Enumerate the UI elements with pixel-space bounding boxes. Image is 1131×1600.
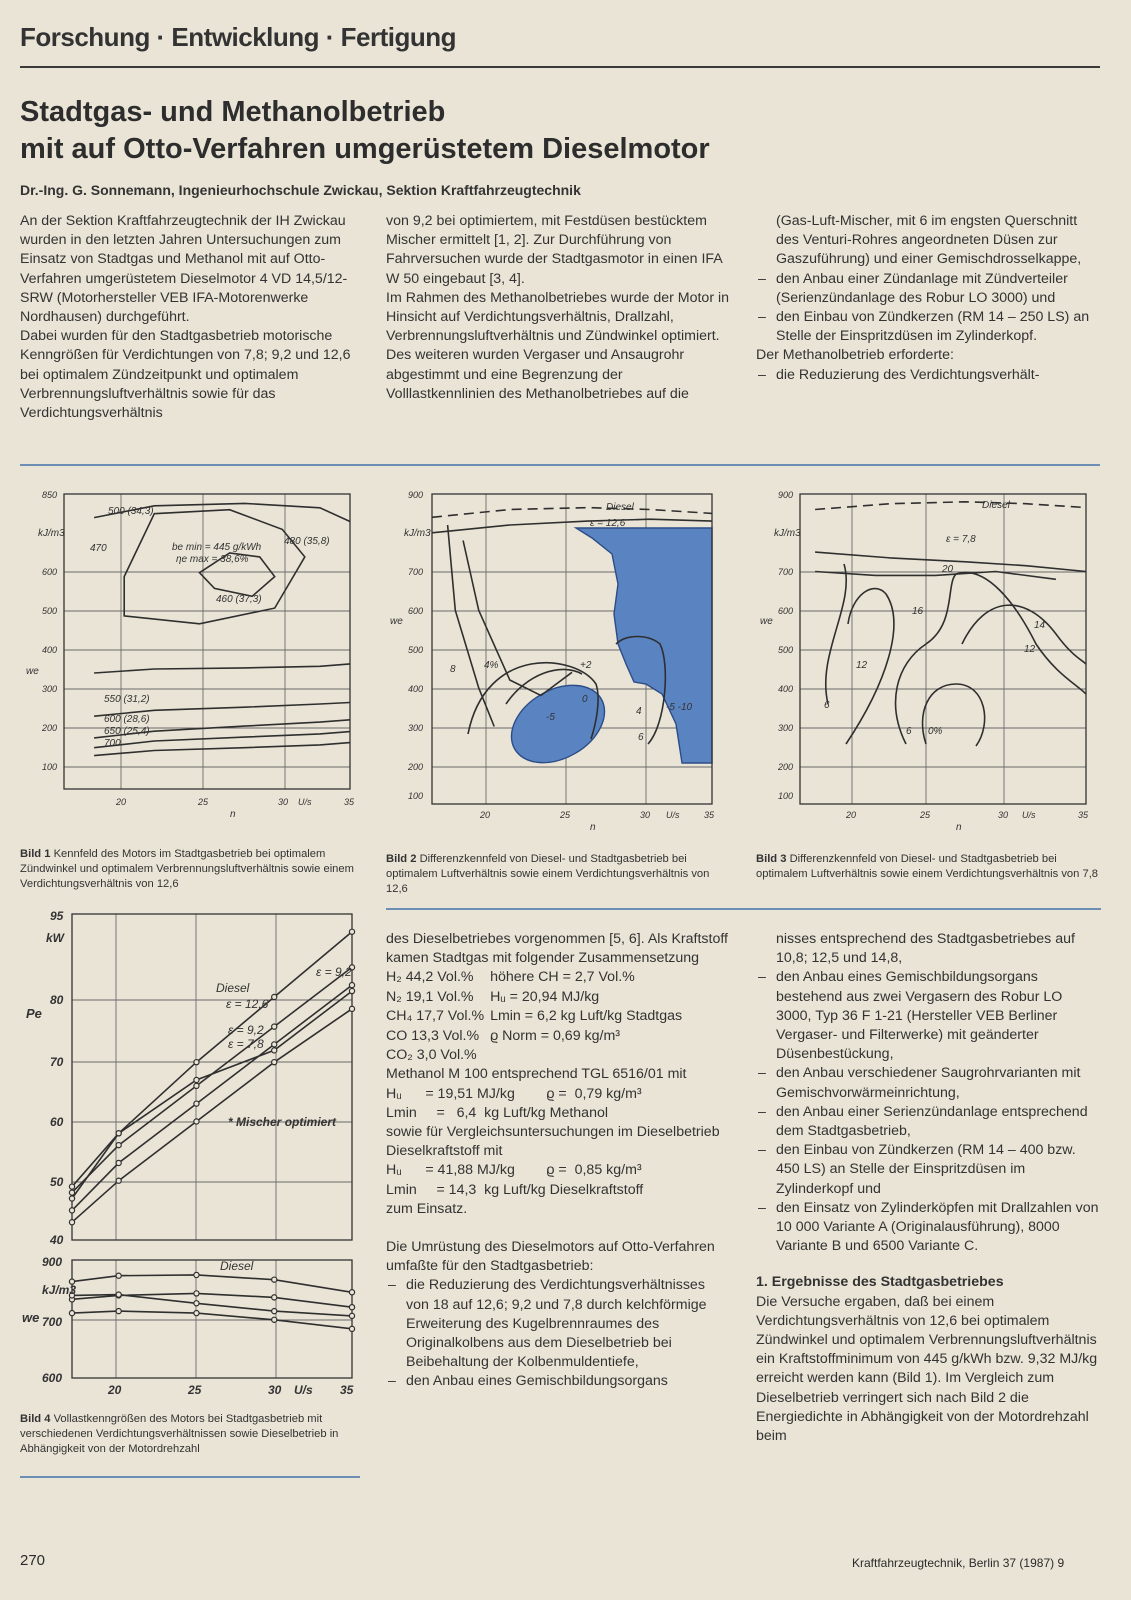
annotation: 500 (34,3) xyxy=(108,506,154,517)
annotation: 550 (31,2) xyxy=(104,694,150,705)
x-unit-label: U/s xyxy=(294,1383,313,1397)
list-item: – den Einbau von Zündkerzen (RM 14 – 250 LS) an Stelle der Einspritzdüsen im Zylinderkopf. xyxy=(756,308,1101,346)
caption-bild-3 xyxy=(756,852,1101,882)
annotation: be min = 445 g/kWh xyxy=(172,542,262,553)
annotation: Diesel xyxy=(216,981,250,995)
figure-1 xyxy=(20,484,360,820)
caption-number: Bild 4 xyxy=(20,1413,51,1425)
intro-paragraph-4: Im Rahmen des Methanolbetriebes wurde der Motor in Hinsicht auf Verdichtungsverhältnis, Drallzahl, Verbrennungsluftverhältnis und Zündwinkel optimiert. Des weiteren wurden Vergaser und Ansaugrohr abgestimmt und eine Begrenzung der Volllastkennlinien des Methanolbetriebes auf die xyxy=(386,289,730,402)
data-point xyxy=(194,1060,199,1065)
annotation: 0 xyxy=(582,694,588,705)
bild-3-chart xyxy=(756,484,1101,833)
x-tick-label: 35 xyxy=(704,810,715,820)
figure-3 xyxy=(756,484,1101,833)
data-point xyxy=(194,1101,199,1106)
middle-list xyxy=(386,1276,730,1391)
y2-tick-label: 600 xyxy=(42,1371,63,1385)
y-tick-label: 400 xyxy=(408,684,424,694)
annotation: ε = 12,6 xyxy=(226,997,269,1011)
data-point xyxy=(116,1143,121,1148)
data-point xyxy=(194,1083,199,1088)
x-tick-label: 35 xyxy=(340,1383,354,1397)
data-point xyxy=(349,1006,354,1011)
annotation: 14 xyxy=(1034,620,1046,631)
list-item: – den Anbau eines Gemischbildungsorgans xyxy=(386,1372,730,1391)
intro-paragraph-3: von 9,2 bei optimiertem, mit Festdüsen bestücktem Mischer ermittelt [1, 2]. Zur Durchführung von Fahrversuchen wurde der Stadtgasmotor in einen IFA W 50 eingebaut [3, 4]. xyxy=(386,213,722,287)
data-point xyxy=(349,1313,354,1318)
annotation: -5 xyxy=(546,712,555,723)
data-point xyxy=(116,1178,121,1183)
y-tick-label: 300 xyxy=(408,723,424,733)
x-tick-label: 20 xyxy=(108,1383,122,1397)
y-tick-label: 100 xyxy=(408,791,424,801)
series-line xyxy=(72,991,352,1187)
y-tick-label: 200 xyxy=(778,762,794,772)
data-point xyxy=(272,1060,277,1065)
y-tick-label: 500 xyxy=(408,645,424,655)
data-point xyxy=(69,1220,74,1225)
intro-column-2 xyxy=(386,212,730,404)
annotation: * Mischer optimiert xyxy=(228,1115,337,1129)
author-line: Dr.-Ing. G. Sonnemann, Ingenieurhochschule Zwickau, Sektion Kraftfahrzeugtechnik xyxy=(20,182,581,198)
annotation: Diesel xyxy=(606,502,634,513)
page-number: 270 xyxy=(20,1552,46,1569)
y-tick-label: 700 xyxy=(408,567,424,577)
methanol-hu: Hᵤ = 19,51 MJ/kg ϱ = 0,79 kg/m³ xyxy=(386,1085,642,1102)
figure-2 xyxy=(386,484,736,833)
right-column xyxy=(756,930,1101,1446)
annotation: 6 xyxy=(906,726,912,737)
y-tick-label: 400 xyxy=(778,684,794,694)
annotation: 6 xyxy=(824,700,830,711)
contour-line xyxy=(962,605,1086,664)
series-line xyxy=(72,932,352,1199)
series-line xyxy=(448,525,495,727)
x-unit-label: U/s xyxy=(1022,810,1036,820)
middle-paragraph-1: des Dieselbetriebes vorgenommen [5, 6]. Als Kraftstoff kamen Stadtgas mit folgender Zusammensetzung xyxy=(386,931,728,967)
list-item: – den Einbau von Zündkerzen (RM 14 – 400 bzw. 450 LS) an Stelle der Einspritzdüsen im Zylinderkopf und xyxy=(756,1141,1101,1199)
annotation: +2 xyxy=(580,660,592,671)
intro-column-3 xyxy=(756,212,1101,385)
intro-continued-item: (Gas-Luft-Mischer, mit 6 im engsten Querschnitt des Venturi-Rohres angeordneten Düsen zur Gaszuführung) und einer Gemischdrosselkappe, xyxy=(776,213,1082,268)
annotation: 6 xyxy=(638,732,644,743)
y-tick-label: 70 xyxy=(50,1055,64,1069)
x-unit-label: U/s xyxy=(298,797,312,807)
series-line xyxy=(463,541,572,696)
annotation: 460 (37,3) xyxy=(216,594,262,605)
x-tick-label: 30 xyxy=(640,810,651,820)
y-tick-label: 700 xyxy=(778,567,794,577)
y-tick-label: 60 xyxy=(50,1115,64,1129)
data-point xyxy=(349,983,354,988)
diesel-hu: Hᵤ = 41,88 MJ/kg ϱ = 0,85 kg/m³ xyxy=(386,1162,642,1179)
figure-rule-top xyxy=(20,464,1100,466)
list-item: – den Anbau einer Zündanlage mit Zündverteiler (Serienzündanlage des Robur LO 3000) und xyxy=(756,270,1101,308)
middle-paragraph-2: Die Umrüstung des Dieselmotors auf Otto-Verfahren umfaßte für den Stadtgasbetrieb: xyxy=(386,1239,715,1275)
x-tick-label: 20 xyxy=(480,810,491,820)
data-point xyxy=(69,1190,74,1195)
formula-cell: CO 13,3 Vol.% xyxy=(386,1027,480,1044)
y2-unit-label: kJ/m3 xyxy=(42,1283,77,1297)
annotation: ε = 9,2 xyxy=(228,1023,264,1037)
list-item: – den Anbau verschiedener Saugrohrvarianten mit Gemischvorwärmeinrichtung, xyxy=(756,1064,1101,1102)
data-point xyxy=(194,1311,199,1316)
caption-text: Differenzkennfeld von Diesel- und Stadtgasbetrieb bei optimalem Luftverhältnis sowie einem Verdichtungsverhältnis von 12,6 xyxy=(386,853,710,895)
data-point xyxy=(194,1119,199,1124)
intro-list-2 xyxy=(756,366,1101,385)
annotation: 16 xyxy=(912,606,924,617)
results-paragraph: Die Versuche ergaben, daß bei einem Verdichtungsverhältnis von 12,6 bei optimalem Zündwinkel und optimalem Verbrennungsluftverhältnis ein Kraftstoffminimum von 445 g/kWh bzw. 9,32 MJ/kg erreicht werden kann (Bild 1). Im Vergleich zum Dieselbetrieb verringert sich nach Bild 2 die Energiedichte in Abhängigkeit von der Motordrehzahl beim xyxy=(756,1293,1098,1445)
x-tick-label: 35 xyxy=(1078,810,1089,820)
data-point xyxy=(272,1048,277,1053)
y-tick-label: 900 xyxy=(778,490,794,500)
title-line-2: mit auf Otto-Verfahren umgerüstetem Dieselmotor xyxy=(20,133,710,165)
data-point xyxy=(69,1184,74,1189)
x-tick-label: 25 xyxy=(198,797,209,807)
series-line xyxy=(72,985,352,1210)
x-tick-label: 25 xyxy=(188,1383,202,1397)
y-tick-label: 200 xyxy=(42,723,58,733)
data-point xyxy=(272,994,277,999)
annotation: Diesel xyxy=(220,1259,254,1273)
series-line xyxy=(72,1275,352,1292)
list-item: – die Reduzierung des Verdichtungsverhält- xyxy=(756,366,1101,385)
list-item: – den Anbau eines Gemischbildungsorgans bestehend aus zwei Vergasern des Robur LO 3000, Typ 36 F 1-21 (Hersteller VEB Berliner Vergaser- und Filterwerke) mit geänderter Düsenbestückung, xyxy=(756,968,1101,1064)
section-heading: Forschung · Entwicklung · Fertigung xyxy=(20,22,457,52)
y-tick-label: 300 xyxy=(42,684,58,694)
x-tick-label: 35 xyxy=(344,797,355,807)
formula-cell: Lmin = 6,2 kg Luft/kg Stadtgas xyxy=(490,1008,683,1025)
data-point xyxy=(116,1309,121,1314)
data-point xyxy=(194,1272,199,1277)
data-point xyxy=(349,1305,354,1310)
formula-cell: CH₄ 17,7 Vol.% xyxy=(386,1008,485,1025)
journal-citation: Kraftfahrzeugtechnik, Berlin 37 (1987) 9 xyxy=(852,1556,1065,1570)
header-rule xyxy=(20,66,1100,68)
y-tick-label: 600 xyxy=(408,606,424,616)
caption-text: Vollastkenngrößen des Motors bei Stadtgasbetrieb mit verschiedenen Verdichtungsverhältnissen sowie Dieselbetrieb in Abhängigkeit von der Motordrehzahl xyxy=(20,1413,339,1455)
annotation: 4% xyxy=(484,660,499,671)
bild-1-chart xyxy=(20,484,360,820)
series-line xyxy=(815,502,1086,510)
annotation: Diesel xyxy=(982,500,1010,511)
data-point xyxy=(349,988,354,993)
formula-cell: Hᵤ = 20,94 MJ/kg xyxy=(490,988,600,1005)
y-tick-label: 400 xyxy=(42,645,58,655)
caption-bild-4 xyxy=(20,1412,360,1457)
formula-cell: CO₂ 3,0 Vol.% xyxy=(386,1047,477,1064)
data-point xyxy=(69,1208,74,1213)
y-tick-label: 40 xyxy=(50,1233,64,1247)
data-point xyxy=(272,1317,277,1322)
middle-column xyxy=(386,930,730,1392)
contour-line xyxy=(896,572,1086,744)
x-tick-label: 30 xyxy=(998,810,1009,820)
annotation: 0% xyxy=(928,726,943,737)
x-axis-label: n xyxy=(590,822,596,833)
y-unit-label: kJ/m3 xyxy=(774,528,801,539)
caption-text: Differenzkennfeld von Diesel- und Stadtgasbetrieb bei optimalem Luftverhältnis sowie einem Verdichtungsverhältnis von 7,8 xyxy=(756,853,1099,880)
annotation: 480 (35,8) xyxy=(284,536,330,547)
y-tick-label: 80 xyxy=(50,993,64,1007)
y-axis-label: we xyxy=(390,616,403,627)
annotation: 20 xyxy=(942,564,954,575)
y-axis-label: we xyxy=(760,616,773,627)
series-line xyxy=(124,510,305,624)
bild-4-chart xyxy=(20,908,370,1404)
negative-region xyxy=(498,670,619,779)
formula-cell: N₂ 19,1 Vol.% xyxy=(386,988,474,1005)
series-line xyxy=(94,664,350,673)
data-point xyxy=(69,1311,74,1316)
x-tick-label: 25 xyxy=(560,810,571,820)
formula-cell: ϱ Norm = 0,69 kg/m³ xyxy=(490,1027,621,1044)
data-point xyxy=(116,1131,121,1136)
data-point xyxy=(272,1024,277,1029)
y2-axis-label: we xyxy=(22,1310,40,1325)
list-item: – die Reduzierung des Verdichtungsverhältnisses von 18 auf 12,6; 9,2 und 7,8 durch kelchförmige Erweiterung des Kugelbrennraumes des Originalkolbens aus dem Dieselbetrieb bei Beibehaltung der Kolbenmuldentiefe, xyxy=(386,1276,730,1372)
data-point xyxy=(272,1295,277,1300)
annotation: 8 xyxy=(450,664,456,675)
y-tick-label: 300 xyxy=(778,723,794,733)
contour-line xyxy=(846,589,894,744)
formula-cell: höhere CH = 2,7 Vol.% xyxy=(490,969,635,986)
y-unit-label: kJ/m3 xyxy=(404,528,431,539)
y-axis-label: we xyxy=(26,666,39,677)
y2-tick-label: 700 xyxy=(42,1315,63,1329)
intro-paragraph-2: Dabei wurden für den Stadtgasbetrieb motorische Kenngrößen für Verdichtungen von 7,8; 9,2 und 12,6 bei optimalem Zündzeitpunkt und optimalem Verbrennungsluftverhältnis sowie für das Verdichtungsverhältnis xyxy=(20,328,351,422)
annotation: ε = 7,8 xyxy=(228,1037,264,1051)
data-point xyxy=(116,1160,121,1165)
y-unit-label: kW xyxy=(46,931,64,945)
data-point xyxy=(194,1301,199,1306)
y-axis-label: Pe xyxy=(26,1006,42,1021)
y-tick-label: 600 xyxy=(42,567,58,577)
annotation: 650 (25,4) xyxy=(104,726,150,737)
figure-4 xyxy=(20,908,370,1404)
x-unit-label: U/s xyxy=(666,810,680,820)
annotation: 12 xyxy=(1024,644,1036,655)
series-line xyxy=(815,572,1056,580)
y-tick-label: 850 xyxy=(42,490,58,500)
caption-number: Bild 2 xyxy=(386,853,417,865)
y-tick-label: 900 xyxy=(408,490,424,500)
y-tick-label: 500 xyxy=(42,606,58,616)
data-point xyxy=(272,1042,277,1047)
methanol-lmin: Lmin = 6,4 kg Luft/kg Methanol xyxy=(386,1104,608,1121)
annotation: 4 xyxy=(636,706,642,717)
list-item: – den Anbau einer Serienzündanlage entsprechend dem Stadtgasbetrieb, xyxy=(756,1103,1101,1141)
annotation: 600 (28,6) xyxy=(104,714,150,725)
y2-tick-label: 900 xyxy=(42,1255,63,1269)
x-axis-label: n xyxy=(230,809,236,820)
y-unit-label: kJ/m3 xyxy=(38,528,65,539)
data-point xyxy=(272,1309,277,1314)
caption-text: Kennfeld des Motors im Stadtgasbetrieb bei optimalem Zündwinkel und optimalem Verbrennungsluftverhältnis sowie einem Verdichtungsverhältnis von 12,6 xyxy=(20,848,354,890)
figure-rule-bottom xyxy=(386,908,1101,910)
caption-rule xyxy=(20,1476,360,1478)
series-line xyxy=(94,743,350,756)
y-tick-label: 500 xyxy=(778,645,794,655)
data-point xyxy=(349,1326,354,1331)
data-point xyxy=(272,1277,277,1282)
y-tick-label: 200 xyxy=(408,762,424,772)
data-point xyxy=(194,1077,199,1082)
series-line xyxy=(72,967,352,1192)
y-tick-label: 95 xyxy=(50,909,64,923)
caption-bild-2 xyxy=(386,852,730,897)
zum-line: zum Einsatz. xyxy=(386,1200,468,1217)
data-point xyxy=(349,1290,354,1295)
data-point xyxy=(69,1196,74,1201)
annotation: -5 -10 xyxy=(666,702,693,713)
x-tick-label: 25 xyxy=(920,810,931,820)
diesel-line: Dieselkraftstoff mit xyxy=(386,1143,503,1160)
x-tick-label: 20 xyxy=(846,810,857,820)
annotation: 470 xyxy=(90,543,107,554)
intro-paragraph-5: Der Methanolbetrieb erforderte: xyxy=(756,347,954,364)
x-tick-label: 30 xyxy=(278,797,289,807)
caption-number: Bild 3 xyxy=(756,853,787,865)
y-tick-label: 100 xyxy=(42,762,58,772)
article-title xyxy=(20,94,1100,168)
formula-cell: H₂ 44,2 Vol.% xyxy=(386,969,474,986)
right-continued-item: nisses entsprechend des Stadtgasbetriebes auf 10,8; 12,5 und 14,8, xyxy=(776,931,1075,967)
intro-list-1 xyxy=(756,270,1101,347)
x-tick-label: 20 xyxy=(116,797,127,807)
contour-line xyxy=(826,564,847,704)
bild-2-chart xyxy=(386,484,736,833)
series-line xyxy=(72,1295,352,1316)
title-line-1: Stadtgas- und Methanolbetrieb xyxy=(20,96,446,128)
annotation: ε = 7,8 xyxy=(946,534,976,545)
data-point xyxy=(116,1292,121,1297)
x-tick-label: 30 xyxy=(268,1383,282,1397)
y-tick-label: 100 xyxy=(778,791,794,801)
intro-column-1 xyxy=(20,212,360,423)
y-tick-label: 600 xyxy=(778,606,794,616)
annotation: 12 xyxy=(856,660,868,671)
results-heading: 1. Ergebnisse des Stadtgasbetriebes xyxy=(756,1274,1004,1291)
stadtgas-composition xyxy=(386,968,688,1065)
y-tick-label: 50 xyxy=(50,1175,64,1189)
data-point xyxy=(116,1273,121,1278)
caption-number: Bild 1 xyxy=(20,848,51,860)
annotation: ε = 12,6 xyxy=(590,518,626,529)
methanol-line: Methanol M 100 entsprechend TGL 6516/01 mit xyxy=(386,1066,687,1083)
diesel-lmin: Lmin = 14,3 kg Luft/kg Dieselkraftstoff xyxy=(386,1181,644,1198)
annotation: ηe max = 38,6% xyxy=(176,554,249,565)
caption-bild-1 xyxy=(20,847,360,892)
annotation: ε = 9,2 xyxy=(316,965,352,979)
list-item: – den Einsatz von Zylinderköpfen mit Drallzahlen von 10 000 Variante A (Originalausführung), 8000 Variante B und 6500 Variante C. xyxy=(756,1199,1101,1257)
right-list xyxy=(756,968,1101,1256)
series-line xyxy=(432,508,712,518)
data-point xyxy=(194,1291,199,1296)
sowie-line: sowie für Vergleichsuntersuchungen im Dieselbetrieb xyxy=(386,1124,720,1141)
intro-paragraph-1: An der Sektion Kraftfahrzeugtechnik der IH Zwickau wurden in den letzten Jahren Untersuchungen zum Einsatz von Stadtgas und Methanol mit auf Otto-Verfahren umgerüstetem Dieselmotor 4 VD 14,5/12-SRW (Motorhersteller VEB IFA-Motorenwerke Nordhausen) durchgeführt. xyxy=(20,213,348,326)
annotation: 700 xyxy=(104,738,121,749)
x-axis-label: n xyxy=(956,822,962,833)
data-point xyxy=(349,929,354,934)
